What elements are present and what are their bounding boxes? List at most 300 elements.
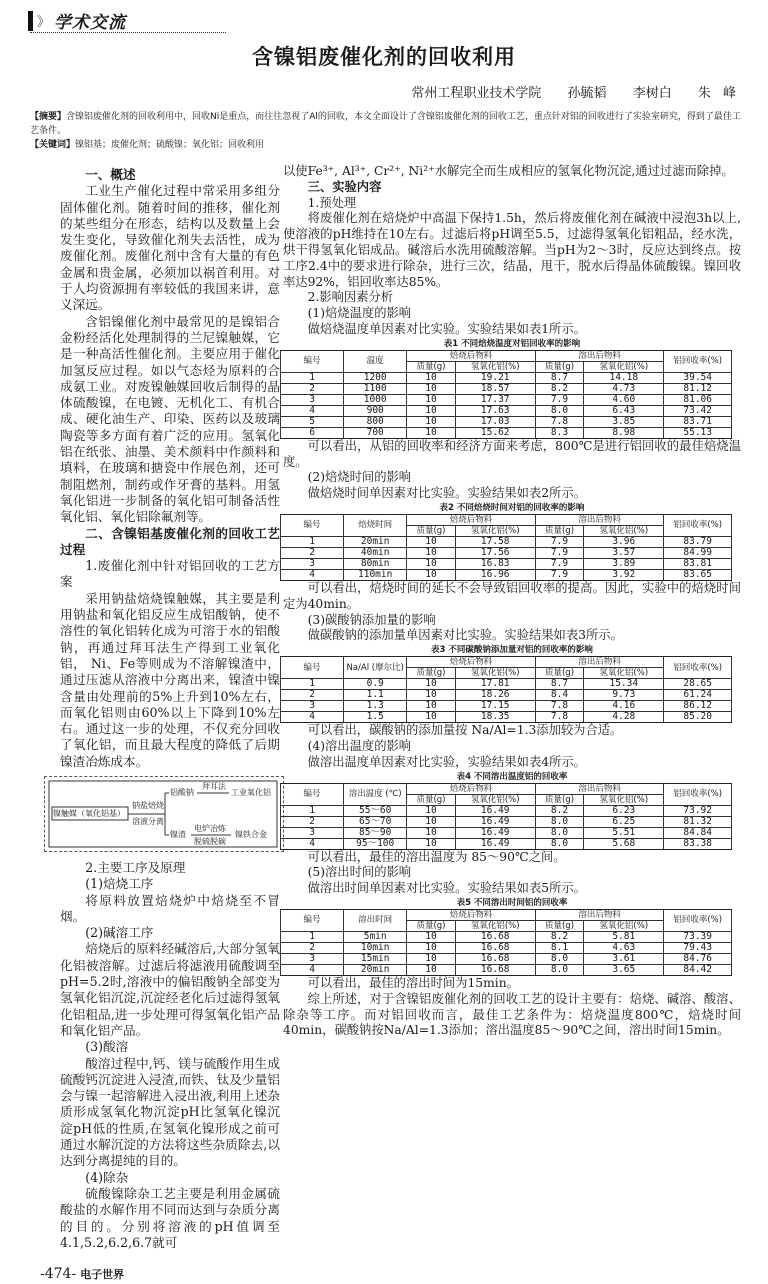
data-table: [280, 909, 732, 976]
table-cell: 10: [407, 953, 455, 964]
paragraph: 含铝镍催化剂中最常见的是镍铝合金粉经活化处理制得的兰尼镍触媒，它是一种高活性催化剂。主要应用于催化加氢反应过程。如以气态烃为原料的合成氨工业。对废镍触媒回收后制得的晶体硫酸镍，在电镀、无机化工、有机合成、硬化油生产、印染、医药以及玻璃陶瓷等多方面有着广泛的应用。氢氧化铝在纸张、油墨、美术颜料中作颜料和填料，在玻璃和搪瓷中作展色剂，还可制阻燃剂，制药或作牙膏的基料。用氢氧化铝进一步制备的氧化铝可制备活性氧化铝、氧化铝除氟剂等。: [60, 313, 280, 525]
table-cell: 10: [407, 536, 455, 547]
table-cell: 55～60: [344, 805, 407, 816]
table-cell: 2: [281, 816, 344, 827]
table-3: [283, 645, 741, 723]
table-cell: 3.89: [584, 558, 664, 569]
table-cell: 3.65: [584, 964, 664, 975]
table-cell: 10: [407, 931, 455, 942]
col-aloh: 氢氧化铝(%): [584, 668, 664, 679]
table-cell: 3: [281, 394, 344, 405]
heading-process: 二、含镍铝基废催化剂的回收工艺过程: [60, 525, 280, 557]
subheading: 2.影响因素分析: [307, 290, 394, 305]
table-row: [281, 547, 732, 558]
process-flowchart: [44, 776, 284, 852]
table-cell: 6.43: [584, 405, 664, 416]
table-cell: 10: [407, 427, 455, 438]
table-cell: 18.26: [455, 690, 535, 701]
table-cell: 7.8: [535, 701, 583, 712]
table-cell: 3.96: [584, 536, 664, 547]
table-cell: 17.63: [455, 405, 535, 416]
table-row: [281, 827, 732, 838]
table-cell: 8.98: [584, 427, 664, 438]
table-cell: 1100: [344, 383, 407, 394]
table-cell: 17.03: [455, 416, 535, 427]
table-cell: 16.68: [455, 953, 535, 964]
table-caption: 表1 不同焙烧温度对铝回收率的影响: [443, 338, 581, 349]
table-caption: 表4 不同溶出温度铝的回收率: [456, 771, 568, 782]
table-cell: 84.84: [664, 827, 732, 838]
paragraph: 做碳酸钠的添加量单因素对比实验。实验结果如表3所示。: [307, 628, 623, 643]
table-cell: 8.2: [535, 931, 583, 942]
paragraph: 可以看出，从铝的回收率和经济方面来考虑，800℃是进行铝回收的最佳焙烧温度。: [283, 438, 741, 469]
flow-method: 拜耳法: [202, 781, 226, 791]
table-cell: 17.81: [455, 679, 535, 690]
table-1: [283, 339, 741, 439]
table-cell: 85.20: [664, 712, 732, 723]
table-cell: 28.65: [664, 679, 732, 690]
heading-overview: 一、概述: [85, 167, 136, 182]
subheading: (4)除杂: [85, 1169, 129, 1185]
table-cell: 10: [407, 372, 455, 383]
table-cell: 8.7: [535, 679, 583, 690]
table-cell: 1: [281, 679, 344, 690]
header-row: [281, 657, 732, 668]
heading-experiment: 三、实验内容: [307, 179, 382, 194]
table-cell: 10: [407, 405, 455, 416]
table-cell: 15.62: [455, 427, 535, 438]
table-cell: 800: [344, 416, 407, 427]
col-mass: 质量(g): [535, 794, 583, 805]
col-recovery: 铝回收率(%): [664, 350, 732, 372]
table-cell: 17.58: [455, 536, 535, 547]
table-cell: 1: [281, 805, 344, 816]
table-cell: 14.18: [584, 372, 664, 383]
table-cell: 8.0: [535, 838, 583, 849]
paragraph: 将废催化剂在焙烧炉中高温下保持1.5h，然后将废催化剂在碱液中浸泡3h以上,使溶液的pH维持在10左右。过滤后将pH调至5.5，过滤得氢氧化铝粗品，经水洗，烘干得氢氧化铝成品。碱溶后水洗用硫酸溶解。当pH为2～3时，反应达到终点。按工序2.4中的要求进行除杂，进行三次，结晶，甩干，脱水后得晶体硫酸镍。镍回收率达92%，铝回收率达85%。: [283, 211, 741, 289]
paragraph: 综上所述，对于含镍铝废催化剂的回收工艺的设计主要有：焙烧、碱溶、酸溶、除杂等工序。而对铝回收而言，最佳工艺条件为：焙烧温度800℃，焙烧时间40min，碳酸钠按Na/Al=1.3添加；溶出温度85～90℃之间，溶出时间15min。: [283, 991, 741, 1038]
col-mass: 质量(g): [535, 920, 583, 931]
subheading: 1.预处理: [307, 195, 357, 210]
table-row: [281, 405, 732, 416]
table-cell: 5min: [344, 931, 407, 942]
table-cell: 55.13: [664, 427, 732, 438]
journal-name: 电子世界: [80, 1268, 125, 1282]
table-row: [281, 536, 732, 547]
table-cell: 10: [407, 569, 455, 580]
table-cell: 6: [281, 427, 344, 438]
table-cell: 8.0: [535, 953, 583, 964]
table-cell: 2: [281, 942, 344, 953]
col-mass: 质量(g): [407, 525, 455, 536]
table-cell: 8.2: [535, 383, 583, 394]
table-cell: 40min: [344, 547, 407, 558]
flow-branch: 铝酸钠: [170, 787, 194, 797]
table-cell: 3.85: [584, 416, 664, 427]
col-recovery: 铝回收率(%): [664, 783, 732, 805]
col-variable: Na/Al (摩尔比): [344, 657, 407, 679]
col-aloh: 氢氧化铝(%): [584, 794, 664, 805]
table-cell: 2: [281, 383, 344, 394]
table-5: [283, 898, 741, 976]
subheading: (2)碱溶工序: [85, 925, 154, 941]
paragraph: 做焙烧时间单因素对比实验。实验结果如表2所示。: [307, 486, 586, 501]
table-cell: 1000: [344, 394, 407, 405]
table-cell: 10: [407, 816, 455, 827]
table-cell: 4: [281, 964, 344, 975]
col-group-roasted: 焙烧后物料: [407, 909, 536, 920]
table-cell: 73.92: [664, 805, 732, 816]
table-cell: 7.8: [535, 712, 583, 723]
table-cell: 15.34: [584, 679, 664, 690]
table-caption: 表3 不同碳酸钠添加量对铝的回收率的影响: [431, 645, 593, 656]
table-cell: 3: [281, 953, 344, 964]
table-cell: 5.51: [584, 827, 664, 838]
table-row: [281, 942, 732, 953]
subheading: (1)焙烧温度的影响: [307, 306, 412, 321]
page-number: -474-: [40, 1266, 77, 1283]
table-cell: 10: [407, 712, 455, 723]
col-group-leached: 溶出后物料: [535, 350, 664, 361]
subheading: 1.废催化剂中针对铝回收的工艺方案: [60, 558, 280, 590]
table-cell: 1.3: [344, 701, 407, 712]
section-label-text: 学术交流: [54, 13, 127, 33]
flow-method: 脱硫脱碳: [194, 836, 226, 846]
col-group-leached: 溶出后物料: [535, 909, 664, 920]
table-cell: 2: [281, 690, 344, 701]
col-recovery: 铝回收率(%): [664, 657, 732, 679]
table-cell: 16.83: [455, 558, 535, 569]
right-column: [283, 164, 741, 1039]
table-cell: 81.32: [664, 816, 732, 827]
table-row: [281, 558, 732, 569]
subheading: (4)溶出温度的影响: [307, 738, 412, 753]
table-cell: 7.9: [535, 558, 583, 569]
col-group-leached: 溶出后物料: [535, 783, 664, 794]
table-cell: 16.49: [455, 816, 535, 827]
paragraph: 以使Fe³⁺, Al³⁺, Cr²⁺, Ni²⁺水解完全而生成相应的氢氧化物沉淀,通过过滤而除掉。: [283, 164, 734, 178]
double-chevron-icon: 》: [37, 15, 51, 30]
table-cell: 81.06: [664, 394, 732, 405]
table-cell: 700: [344, 427, 407, 438]
table-row: [281, 427, 732, 438]
table-row: [281, 679, 732, 690]
paragraph: 可以看出，碳酸钠的添加量按 Na/Al=1.3添加较为合适。: [307, 723, 623, 738]
table-caption: 表5 不同溶出时间铝的回收率: [456, 897, 568, 908]
table-cell: 4: [281, 838, 344, 849]
table-row: [281, 838, 732, 849]
table-cell: 16.68: [455, 942, 535, 953]
table-row: [281, 953, 732, 964]
col-aloh: 氢氧化铝(%): [455, 920, 535, 931]
section-divider: [30, 32, 226, 33]
col-mass: 质量(g): [535, 525, 583, 536]
table-cell: 20min: [344, 536, 407, 547]
table-cell: 39.54: [664, 372, 732, 383]
paragraph: 硫酸镍除杂工艺主要是利用金属硫酸盐的水解作用不同而达到与杂质分离的目的。分别将溶液的pH值调至4.1,5.2,6.2,6.7就可: [60, 1185, 280, 1250]
col-group-roasted: 焙烧后物料: [407, 783, 536, 794]
paragraph: 将原料放置焙烧炉中焙烧至不冒烟。: [60, 892, 280, 924]
col-recovery: 铝回收率(%): [664, 909, 732, 931]
subheading: (3)酸溶: [85, 1039, 129, 1055]
keywords-label: 【关键词】: [30, 140, 76, 150]
table-cell: 18.35: [455, 712, 535, 723]
paragraph: 可以看出，最佳的溶出时间为15min。: [307, 975, 519, 990]
table-2: [283, 503, 741, 581]
table-cell: 84.42: [664, 964, 732, 975]
col-mass: 质量(g): [535, 361, 583, 372]
table-row: [281, 383, 732, 394]
table-cell: 1: [281, 931, 344, 942]
subheading: (1)焙烧工序: [85, 876, 154, 892]
paragraph: 酸溶过程中,钙、镁与硫酸作用生成硫酸钙沉淀进入浸渣,而铁、钛及少量铝会与镍一起溶解进入浸出液,利用上述杂质形成氢氧化物沉淀pH比氢氧化镍沉淀pH低的性质,在氢氧化镍形成之前可通过水解沉淀的方法将这些杂质除去,以达到分离提纯的目的。: [60, 1055, 280, 1169]
header-row: [281, 514, 732, 525]
table-row: [281, 816, 732, 827]
col-aloh: 氢氧化铝(%): [584, 525, 664, 536]
col-mass: 质量(g): [407, 794, 455, 805]
table-cell: 16.49: [455, 827, 535, 838]
table-cell: 4: [281, 569, 344, 580]
table-cell: 15min: [344, 953, 407, 964]
table-row: [281, 394, 732, 405]
subheading: (5)溶出时间的影响: [307, 865, 412, 880]
flow-branch: 镍渣: [170, 829, 186, 839]
table-cell: 17.56: [455, 547, 535, 558]
abstract-block: [30, 110, 742, 152]
table-cell: 19.21: [455, 372, 535, 383]
table-cell: 83.79: [664, 536, 732, 547]
table-row: [281, 372, 732, 383]
col-id: 编号: [281, 514, 344, 536]
table-cell: 3: [281, 558, 344, 569]
col-aloh: 氢氧化铝(%): [455, 668, 535, 679]
table-caption: 表2 不同焙烧时间对铝的回收率的影响: [439, 502, 585, 513]
paragraph: 可以看出，焙烧时间的延长不会导致铝回收率的提高。因此，实验中的焙烧时间定为40min。: [283, 580, 741, 611]
table-cell: 84.76: [664, 953, 732, 964]
table-cell: 4.60: [584, 394, 664, 405]
table-cell: 10min: [344, 942, 407, 953]
table-cell: 4.73: [584, 383, 664, 394]
table-cell: 5.68: [584, 838, 664, 849]
col-recovery: 铝回收率(%): [664, 514, 732, 536]
table-cell: 83.71: [664, 416, 732, 427]
col-aloh: 氢氧化铝(%): [455, 361, 535, 372]
col-mass: 质量(g): [407, 668, 455, 679]
col-group-roasted: 焙烧后物料: [407, 657, 536, 668]
author: 孙毓韬: [567, 86, 607, 101]
table-cell: 8.0: [535, 816, 583, 827]
table-cell: 4.16: [584, 701, 664, 712]
table-cell: 10: [407, 964, 455, 975]
paragraph: 做焙烧温度单因素对比实验。实验结果如表1所示。: [307, 321, 586, 336]
table-cell: 79.43: [664, 942, 732, 953]
table-cell: 17.15: [455, 701, 535, 712]
table-row: [281, 569, 732, 580]
table-cell: 8.0: [535, 827, 583, 838]
table-cell: 73.42: [664, 405, 732, 416]
table-cell: 10: [407, 805, 455, 816]
table-row: [281, 701, 732, 712]
table-cell: 8.1: [535, 942, 583, 953]
col-id: 编号: [281, 657, 344, 679]
table-row: [281, 690, 732, 701]
table-row: [281, 712, 732, 723]
col-mass: 质量(g): [407, 361, 455, 372]
table-cell: 10: [407, 416, 455, 427]
paragraph: 做溶出温度单因素对比实验，实验结果如表4所示。: [307, 754, 586, 769]
table-cell: 1.1: [344, 690, 407, 701]
table-cell: 16.68: [455, 964, 535, 975]
page-footer: [40, 1265, 280, 1284]
flow-step: 钠盐焙烧: [132, 800, 164, 810]
col-variable: 溶出温度 (℃): [344, 783, 407, 805]
table-cell: 7.9: [535, 394, 583, 405]
table-cell: 10: [407, 394, 455, 405]
table-cell: 900: [344, 405, 407, 416]
table-cell: 1.5: [344, 712, 407, 723]
subheading: (3)碳酸钠添加量的影响: [307, 612, 436, 627]
table-cell: 8.0: [535, 405, 583, 416]
flow-source: 镍触媒（氧化铝基）: [53, 808, 125, 818]
table-cell: 0.9: [344, 679, 407, 690]
abstract-text: 含镍铝废催化剂的回收利用中，回收Ni是重点，而往往忽视了Al的回收，本文全面设计了含镍铝废催化剂的回收工艺，重点针对铝的回收进行了实验室研究，得到了最佳工艺条件。: [30, 112, 741, 136]
paragraph: 可以看出，最佳的溶出温度为 85～90℃之间。: [307, 849, 566, 864]
table-cell: 1: [281, 536, 344, 547]
table-cell: 6.23: [584, 805, 664, 816]
left-column: [40, 167, 280, 1284]
col-id: 编号: [281, 350, 344, 372]
subheading: (2)焙烧时间的影响: [307, 470, 412, 485]
table-cell: 7.9: [535, 536, 583, 547]
table-cell: 84.99: [664, 547, 732, 558]
table-cell: 95～100: [344, 838, 407, 849]
header-row: [281, 783, 732, 794]
col-variable: 温度: [344, 350, 407, 372]
col-aloh: 氢氧化铝(%): [584, 361, 664, 372]
data-table: [280, 350, 732, 439]
table-cell: 17.37: [455, 394, 535, 405]
table-cell: 7.8: [535, 416, 583, 427]
paragraph: 焙烧后的原料经碱溶后,大部分氢氧化铝被溶解。过滤后将滤液用硫酸调至pH=5.2时,溶液中的偏铝酸钠全部变为氢氧化铝沉淀,沉淀经老化后过滤得氢氧化铝粗品,进一步处理可得氢氧化铝产品和氧化铝产品。: [60, 941, 280, 1038]
table-cell: 10: [407, 383, 455, 394]
author: 李树白: [632, 86, 672, 101]
table-cell: 5: [281, 416, 344, 427]
table-cell: 73.39: [664, 931, 732, 942]
table-cell: 81.12: [664, 383, 732, 394]
table-cell: 4.28: [584, 712, 664, 723]
table-cell: 86.12: [664, 701, 732, 712]
table-cell: 6.25: [584, 816, 664, 827]
table-cell: 5.81: [584, 931, 664, 942]
col-id: 编号: [281, 783, 344, 805]
col-group-roasted: 焙烧后物料: [407, 514, 536, 525]
table-cell: 3: [281, 827, 344, 838]
col-group-leached: 溶出后物料: [535, 514, 664, 525]
table-cell: 20min: [344, 964, 407, 975]
table-cell: 3.61: [584, 953, 664, 964]
table-cell: 80min: [344, 558, 407, 569]
table-cell: 10: [407, 547, 455, 558]
keywords-text: 镍铝基；废催化剂；硫酸镍；氧化铝；回收利用: [75, 140, 265, 150]
table-cell: 83.65: [664, 569, 732, 580]
table-cell: 83.81: [664, 558, 732, 569]
table-cell: 16.68: [455, 931, 535, 942]
table-row: [281, 805, 732, 816]
col-id: 编号: [281, 909, 344, 931]
table-cell: 3: [281, 701, 344, 712]
flow-step: 溶液分离: [132, 816, 164, 826]
table-cell: 16.49: [455, 838, 535, 849]
col-mass: 质量(g): [407, 920, 455, 931]
table-cell: 8.0: [535, 964, 583, 975]
col-group-roasted: 焙烧后物料: [407, 350, 536, 361]
table-cell: 110min: [344, 569, 407, 580]
table-cell: 83.38: [664, 838, 732, 849]
header-row: [281, 909, 732, 920]
table-cell: 85～90: [344, 827, 407, 838]
table-cell: 10: [407, 690, 455, 701]
table-cell: 18.57: [455, 383, 535, 394]
col-aloh: 氢氧化铝(%): [584, 920, 664, 931]
table-cell: 8.3: [535, 427, 583, 438]
table-cell: 1: [281, 372, 344, 383]
paragraph: 工业生产催化过程中常采用多组分固体催化剂。随着时间的推移，催化剂的某些组分在形态，结构以及数量上会发生变化，导致催化剂失去活性，成为废催化剂。废催化剂中含有大量的有色金属和贵金属，必须加以祸首利用。对于人均资源拥有率较低的我国来讲，意义深远。: [60, 183, 280, 313]
abstract-label: 【摘要】: [30, 112, 67, 122]
table-cell: 65～70: [344, 816, 407, 827]
col-aloh: 氢氧化铝(%): [455, 794, 535, 805]
flow-product: 工业氧化铝: [231, 787, 271, 797]
col-variable: 焙烧时间: [344, 514, 407, 536]
col-mass: 质量(g): [535, 668, 583, 679]
data-table: [280, 656, 732, 723]
table-cell: 10: [407, 838, 455, 849]
data-table: [280, 783, 732, 850]
table-cell: 4.63: [584, 942, 664, 953]
table-cell: 10: [407, 942, 455, 953]
col-variable: 溶出时间: [344, 909, 407, 931]
byline: [397, 86, 736, 102]
table-cell: 10: [407, 701, 455, 712]
table-cell: 16.96: [455, 569, 535, 580]
col-aloh: 氢氧化铝(%): [455, 525, 535, 536]
table-cell: 10: [407, 558, 455, 569]
table-cell: 16.49: [455, 805, 535, 816]
table-cell: 7.9: [535, 547, 583, 558]
table-cell: 4: [281, 712, 344, 723]
author: 朱 峰: [697, 86, 736, 101]
table-cell: 4: [281, 405, 344, 416]
data-table: [280, 514, 732, 581]
table-cell: 8.2: [535, 805, 583, 816]
table-cell: 10: [407, 827, 455, 838]
table-row: [281, 416, 732, 427]
table-row: [281, 964, 732, 975]
table-cell: 3.92: [584, 569, 664, 580]
table-4: [283, 772, 741, 850]
header-row: [281, 350, 732, 361]
table-row: [281, 931, 732, 942]
article-title: 含镍铝废催化剂的回收利用: [252, 45, 516, 69]
table-cell: 8.4: [535, 690, 583, 701]
section-bar-icon: [28, 11, 33, 31]
table-cell: 61.24: [664, 690, 732, 701]
table-cell: 9.73: [584, 690, 664, 701]
col-group-leached: 溶出后物料: [535, 657, 664, 668]
table-cell: 1200: [344, 372, 407, 383]
flow-method: 电炉冶炼: [194, 823, 226, 833]
table-cell: 2: [281, 547, 344, 558]
flow-product: 镍铁合金: [235, 829, 267, 839]
